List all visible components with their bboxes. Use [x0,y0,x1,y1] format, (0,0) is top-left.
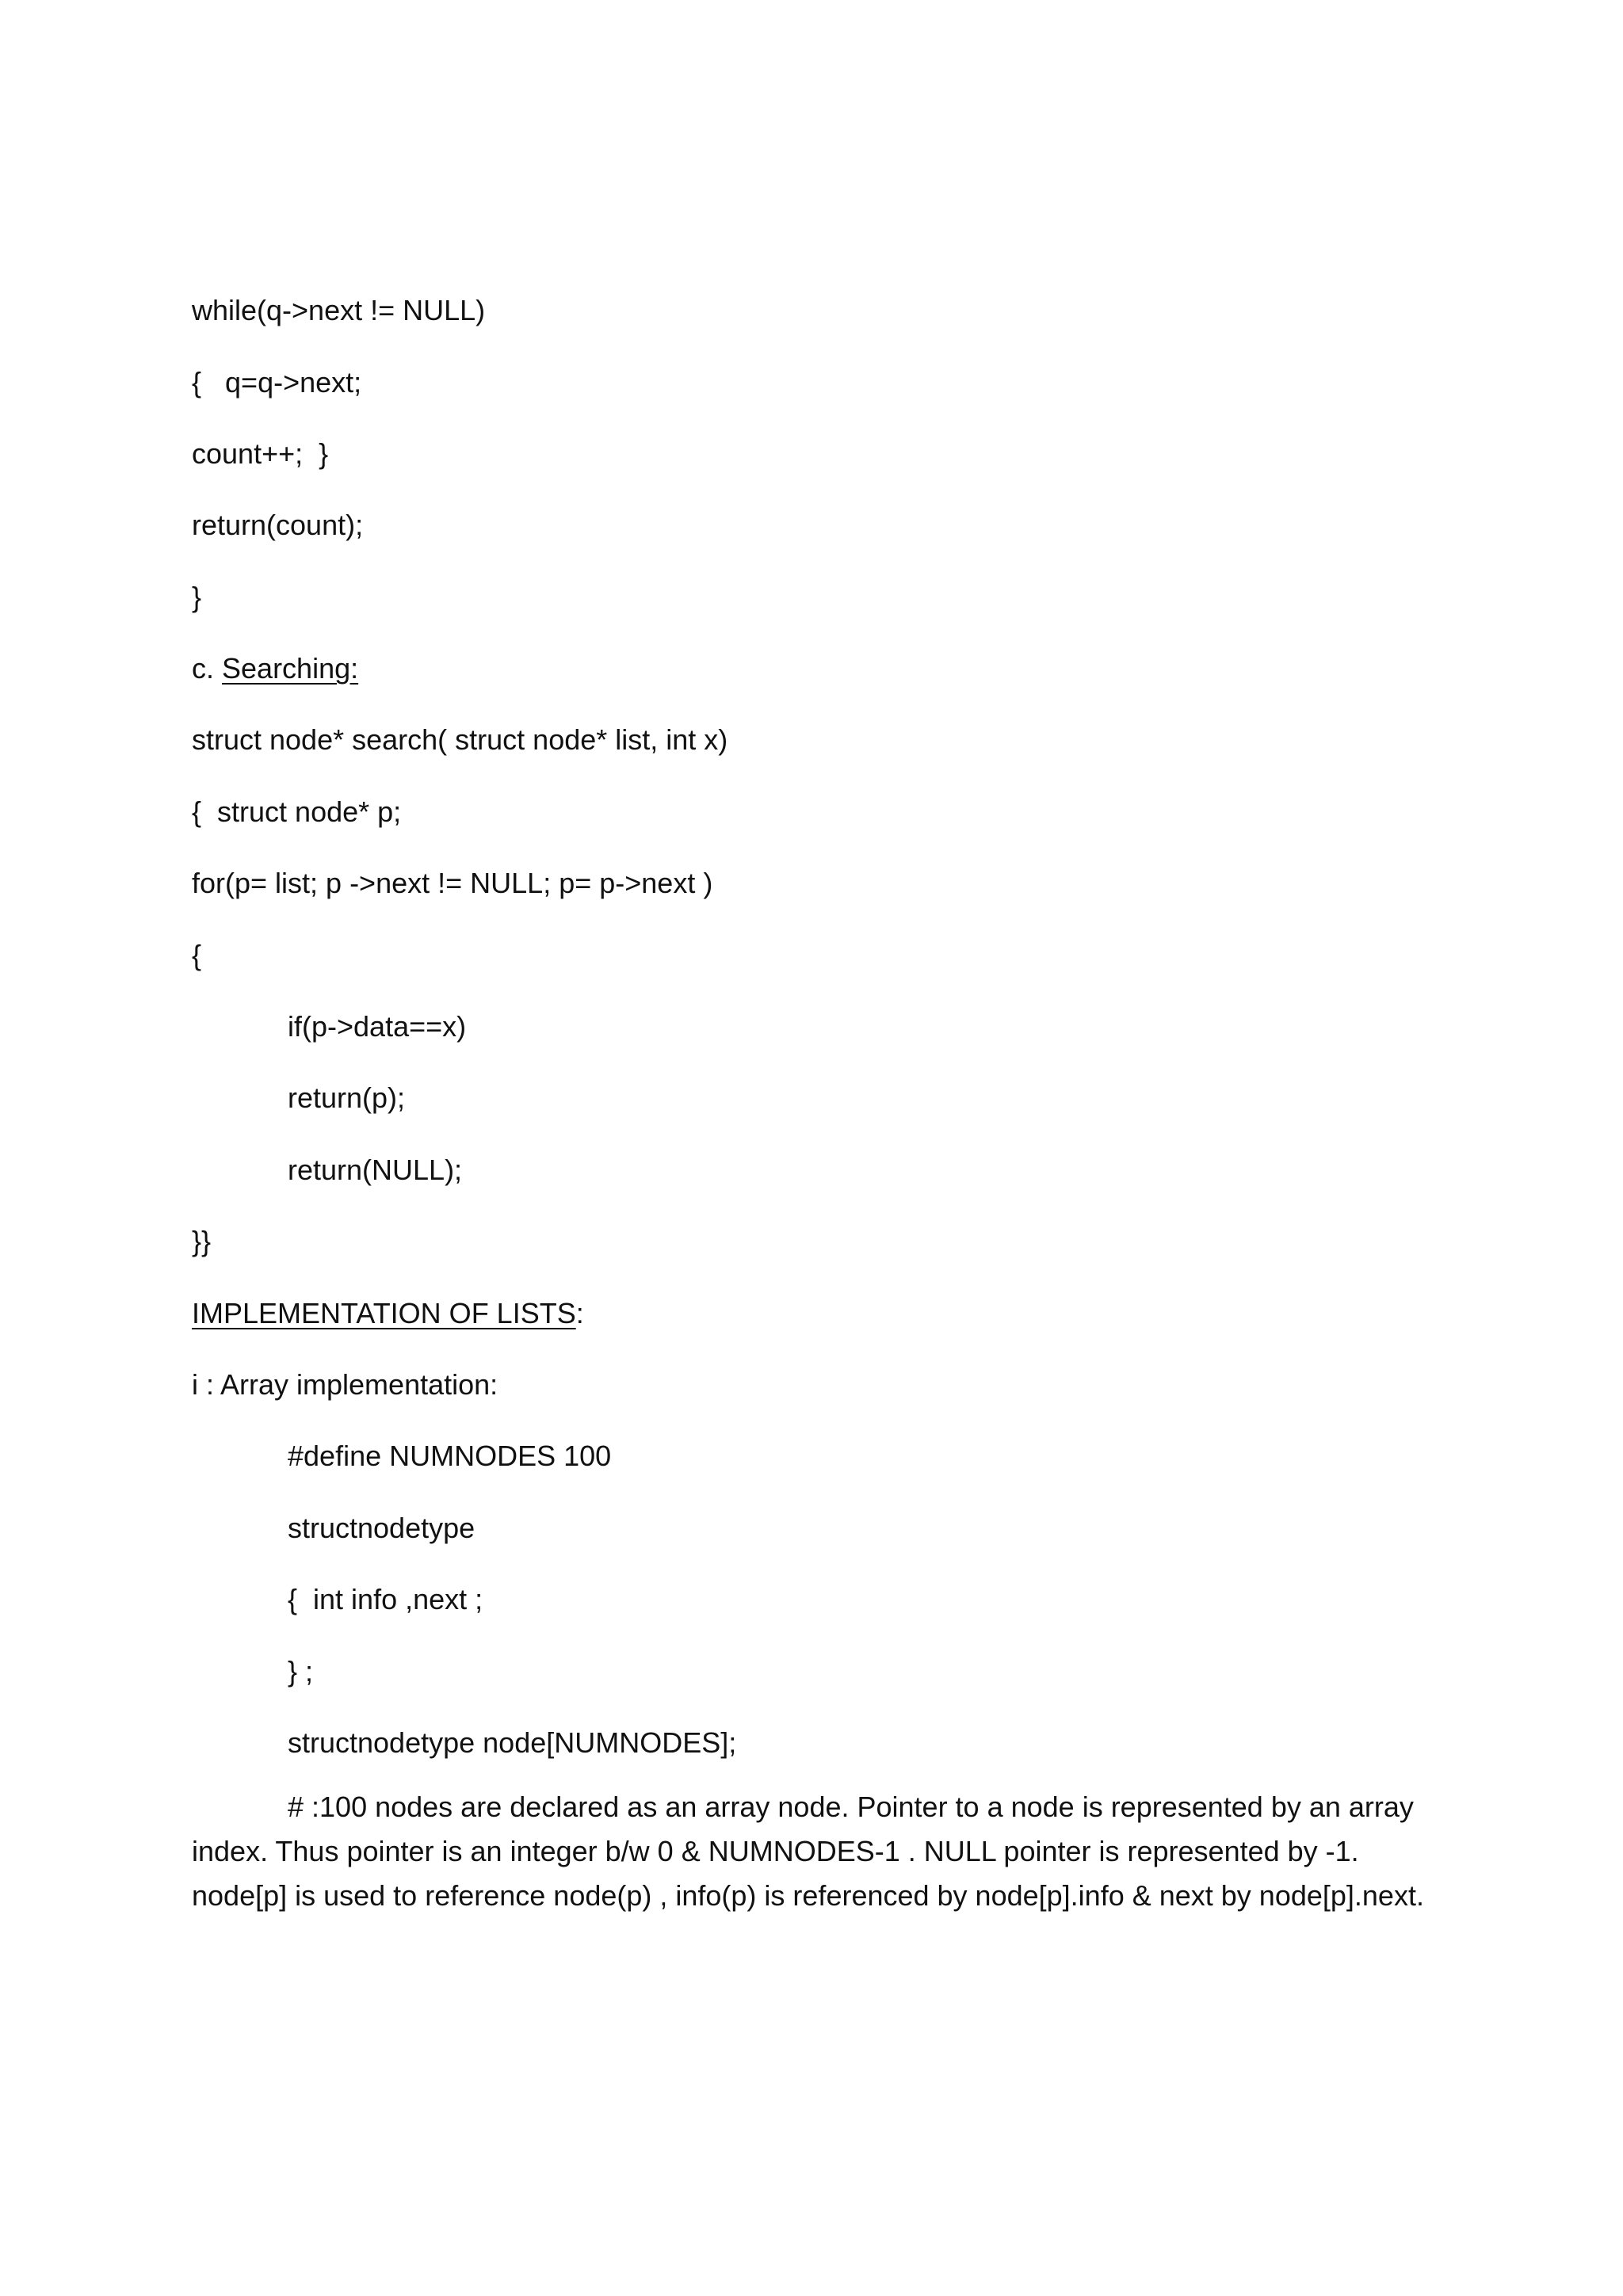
code-line-close-braces: }} [192,1225,212,1257]
subsection-array-implementation: i : Array implementation: [192,1368,498,1401]
section-heading-searching [192,651,358,686]
code-line-count-increment: count++; } [192,437,329,470]
code-line-return-count: return(count); [192,509,364,541]
section-prefix: c. [192,652,223,685]
code-line-for-loop: for(p= list; p ->next != NULL; p= p->next ) [192,867,713,899]
code-line-struct-name: structnodetype [288,1512,475,1544]
code-line-while: while(q->next != NULL) [192,294,486,326]
code-line-loop-body: { q=q->next; [192,366,362,399]
code-line-close-brace: } [192,581,202,613]
code-line-return-p: return(p); [288,1081,406,1114]
code-line-define: #define NUMNODES 100 [288,1440,612,1472]
code-line-node-array: structnodetype node[NUMNODES]; [288,1726,737,1759]
code-line-if-check: if(p->data==x) [288,1010,467,1043]
section-title-suffix: : [575,1297,584,1329]
code-line-open-brace: { [192,939,202,971]
code-line-return-null: return(NULL); [288,1154,463,1186]
code-line-pointer-declaration: { struct node* p; [192,795,402,828]
section-heading-implementation [192,1296,584,1331]
code-line-struct-close: } ; [288,1655,314,1688]
section-title-searching: Searching: [222,652,359,685]
code-line-search-signature: struct node* search( struct node* list, int x) [192,723,728,756]
explanation-paragraph: # :100 nodes are declared as an array node. Pointer to a node is represented by an array index. Thus pointer is an integer b/w 0 & NUMNODES-1 . NULL pointer is represented by -1. node[p] is used to reference node(p) , info(p) is referenced by node[p].info & next by node[p].next. [192,1791,1424,1912]
code-line-struct-fields: { int info ,next ; [288,1583,483,1615]
section-title-implementation: IMPLEMENTATION OF LISTS [192,1297,576,1329]
